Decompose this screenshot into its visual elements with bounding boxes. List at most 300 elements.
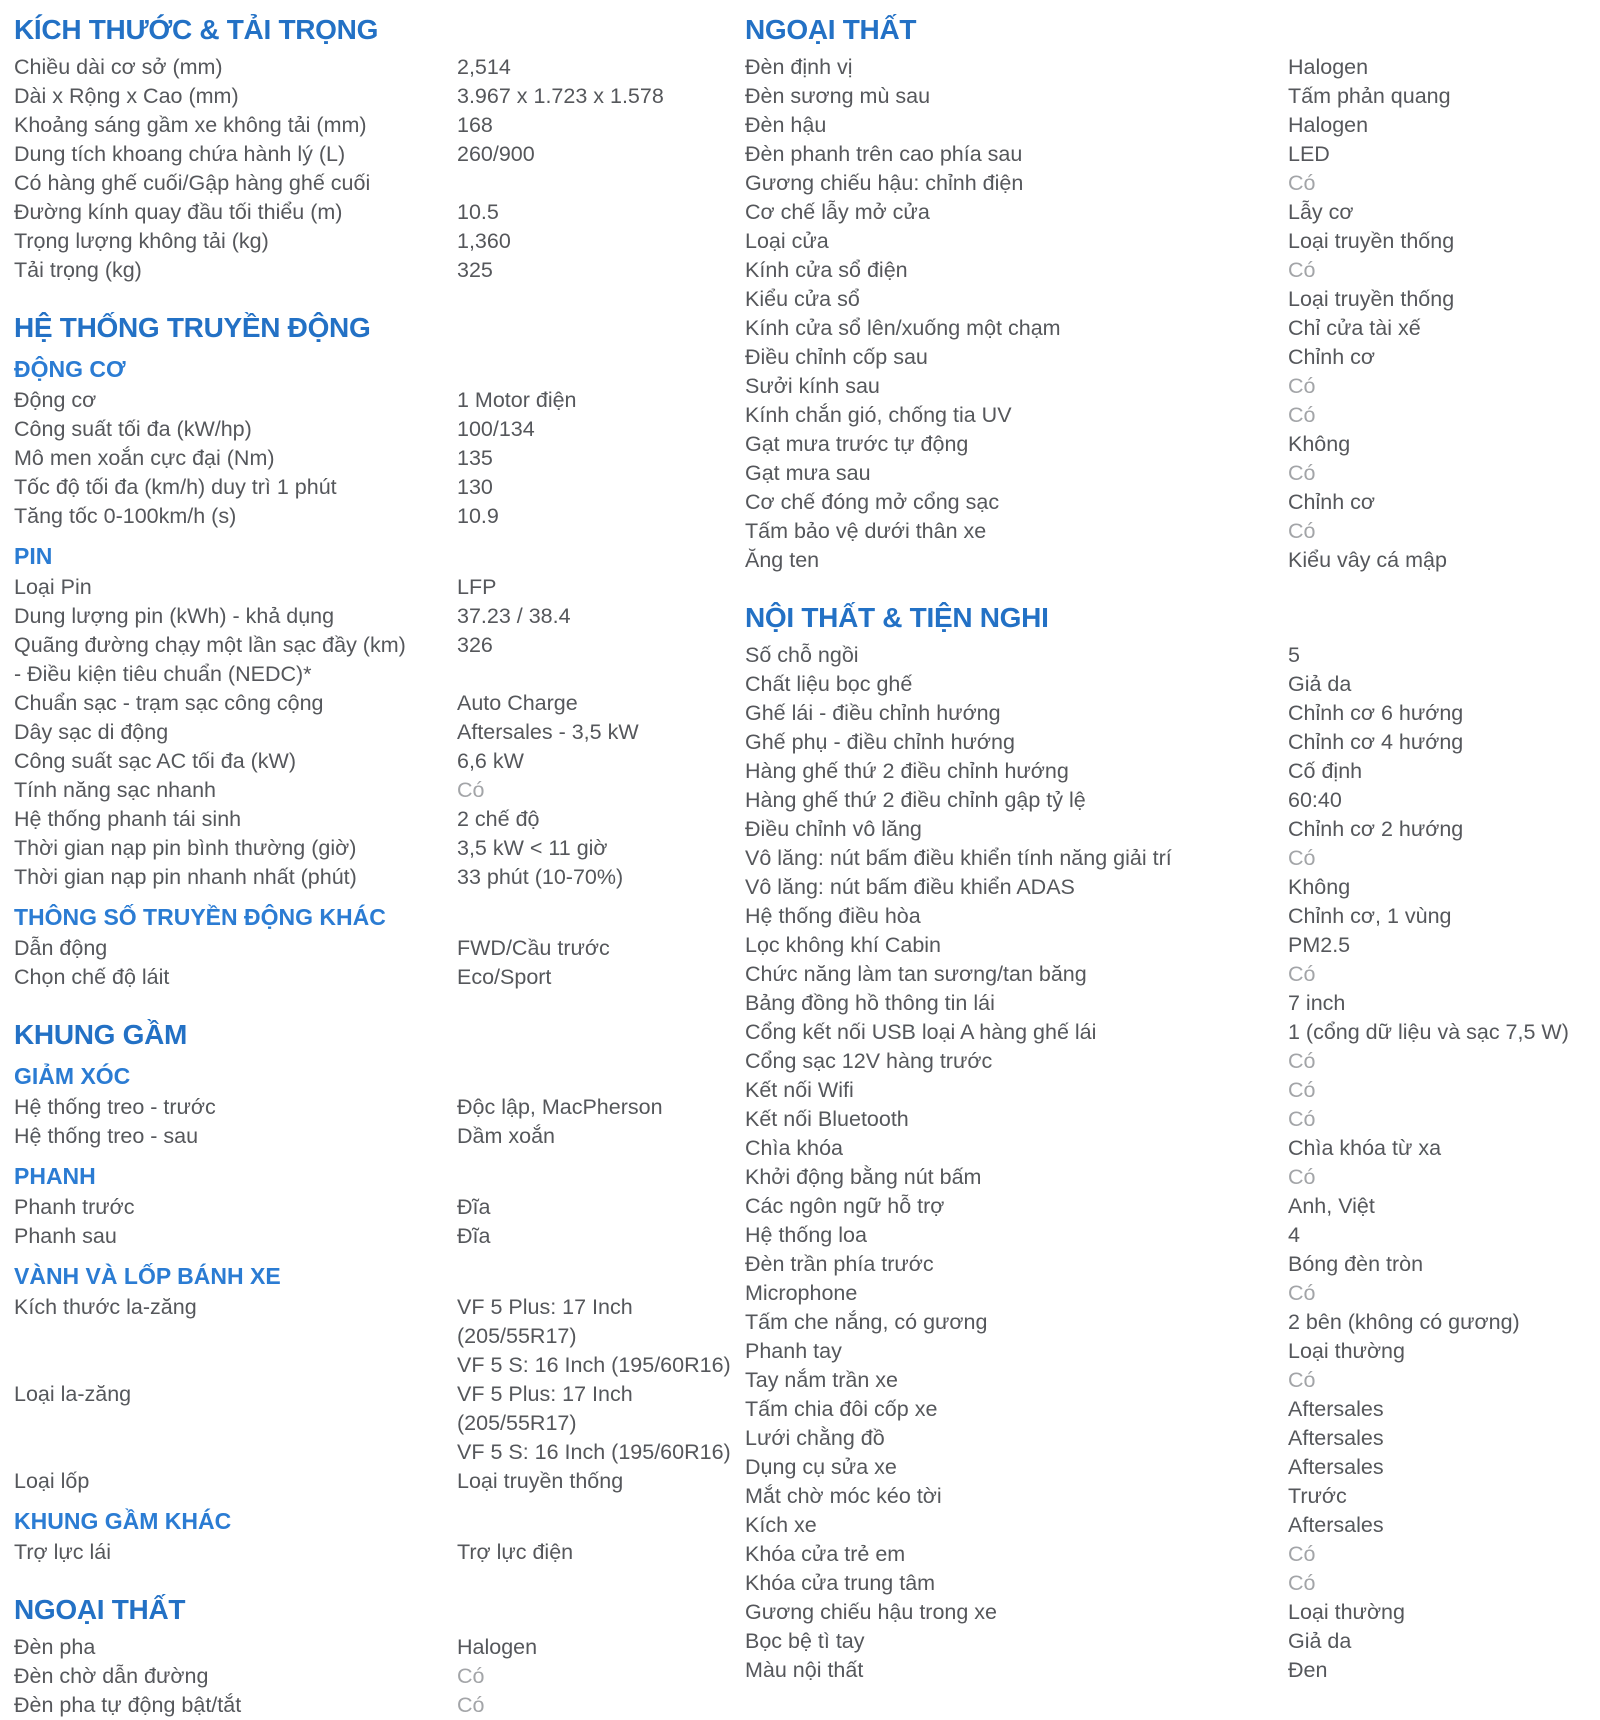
spec-label-line: Bọc bệ tì tay bbox=[745, 1629, 865, 1653]
spec-row bbox=[745, 1511, 1586, 1540]
spec-row bbox=[745, 430, 1586, 459]
spec-value-line: Có bbox=[1288, 1571, 1316, 1595]
spec-label bbox=[745, 285, 1288, 314]
spec-label-line: Cơ chế đóng mở cổng sạc bbox=[745, 490, 1000, 514]
spec-row bbox=[745, 256, 1586, 285]
spec-value-line: Giả da bbox=[1288, 1629, 1352, 1653]
spec-value bbox=[1288, 1569, 1586, 1598]
spec-label bbox=[14, 1538, 457, 1567]
spec-value-line: Chỉ cửa tài xế bbox=[1288, 316, 1421, 340]
spec-label-line: Thời gian nạp pin nhanh nhất (phút) bbox=[14, 865, 357, 889]
spec-label-line: Thời gian nạp pin bình thường (giờ) bbox=[14, 836, 357, 860]
spec-value bbox=[1288, 1395, 1586, 1424]
spec-label-line: Khoảng sáng gầm xe không tải (mm) bbox=[14, 113, 367, 137]
spec-value-line: 37.23 / 38.4 bbox=[457, 604, 571, 628]
spec-section bbox=[745, 14, 1586, 575]
spec-value-line: FWD/Cầu trước bbox=[457, 936, 610, 960]
spec-value-line: 60:40 bbox=[1288, 788, 1342, 812]
spec-label-line: Tấm che nắng, có gương bbox=[745, 1310, 988, 1334]
spec-row bbox=[745, 285, 1586, 314]
spec-row bbox=[745, 1656, 1586, 1685]
spec-label-line: Các ngôn ngữ hỗ trợ bbox=[745, 1194, 945, 1218]
spec-row bbox=[745, 786, 1586, 815]
subsection-title: PHANH bbox=[14, 1163, 96, 1189]
spec-row bbox=[745, 343, 1586, 372]
spec-value bbox=[1288, 786, 1586, 815]
spec-value bbox=[457, 1662, 745, 1691]
spec-value bbox=[1288, 1105, 1586, 1134]
spec-value bbox=[457, 689, 745, 718]
spec-label bbox=[14, 227, 457, 256]
spec-label-line: Vô lăng: nút bấm điều khiển tính năng giải trí bbox=[745, 846, 1172, 870]
spec-value bbox=[1288, 1047, 1586, 1076]
spec-label bbox=[745, 1337, 1288, 1366]
spec-label-line: Màu nội thất bbox=[745, 1658, 864, 1682]
spec-value bbox=[457, 805, 745, 834]
spec-row bbox=[745, 1105, 1586, 1134]
spec-value-line: 4 bbox=[1288, 1223, 1300, 1247]
spec-value-line: 2 chế độ bbox=[457, 807, 540, 831]
spec-row bbox=[745, 1395, 1586, 1424]
subsection-title: THÔNG SỐ TRUYỀN ĐỘNG KHÁC bbox=[14, 904, 386, 930]
spec-value bbox=[457, 747, 745, 776]
spec-row bbox=[745, 53, 1586, 82]
spec-row bbox=[745, 1192, 1586, 1221]
spec-value bbox=[1288, 82, 1586, 111]
spec-value bbox=[1288, 1018, 1586, 1047]
spec-value bbox=[457, 444, 745, 473]
spec-label-line: Khởi động bằng nút bấm bbox=[745, 1165, 982, 1189]
spec-label bbox=[745, 873, 1288, 902]
spec-label bbox=[14, 82, 457, 111]
spec-value-line: Chỉnh cơ bbox=[1288, 490, 1375, 514]
spec-row bbox=[745, 1308, 1586, 1337]
spec-row bbox=[745, 931, 1586, 960]
spec-label-line: Tay nắm trần xe bbox=[745, 1368, 898, 1392]
spec-label-line: Dẫn động bbox=[14, 936, 108, 960]
section-title: KHUNG GẦM bbox=[14, 1019, 188, 1050]
spec-label-line: Kính cửa sổ lên/xuống một chạm bbox=[745, 316, 1061, 340]
spec-label-line: Điều chỉnh cốp sau bbox=[745, 345, 928, 369]
spec-label bbox=[14, 386, 457, 415]
spec-value bbox=[1288, 169, 1586, 198]
spec-label-line: Cơ chế lẫy mở cửa bbox=[745, 200, 930, 224]
spec-label-line: Mô men xoắn cực đại (Nm) bbox=[14, 446, 275, 470]
spec-value bbox=[1288, 1337, 1586, 1366]
spec-value-line: Trợ lực điện bbox=[457, 1540, 574, 1564]
spec-row bbox=[14, 1222, 745, 1251]
spec-row bbox=[745, 699, 1586, 728]
spec-label bbox=[745, 82, 1288, 111]
section-title: NGOẠI THẤT bbox=[745, 14, 917, 45]
spec-label-line: Đèn hậu bbox=[745, 113, 827, 137]
spec-value-line: 135 bbox=[457, 446, 493, 470]
spec-value-line: Giả da bbox=[1288, 672, 1352, 696]
spec-label-line: Đèn trần phía trước bbox=[745, 1252, 934, 1276]
spec-value bbox=[1288, 1366, 1586, 1395]
spec-value bbox=[457, 198, 745, 227]
spec-row bbox=[14, 1467, 745, 1496]
spec-value-line: Chỉnh cơ 6 hướng bbox=[1288, 701, 1464, 725]
spec-label bbox=[745, 1134, 1288, 1163]
spec-value-line: Aftersales bbox=[1288, 1426, 1384, 1450]
spec-label bbox=[745, 1598, 1288, 1627]
spec-value-line: Có bbox=[1288, 258, 1316, 282]
spec-label-line: Hàng ghế thứ 2 điều chỉnh hướng bbox=[745, 759, 1069, 783]
spec-row bbox=[745, 546, 1586, 575]
spec-value bbox=[457, 1222, 745, 1251]
spec-value bbox=[457, 140, 745, 198]
spec-value-line: Có bbox=[1288, 1281, 1316, 1305]
spec-value-line: Đĩa bbox=[457, 1224, 491, 1248]
spec-row bbox=[14, 1122, 745, 1151]
spec-value bbox=[1288, 1279, 1586, 1308]
spec-value bbox=[1288, 728, 1586, 757]
subsection-title: GIẢM XÓC bbox=[14, 1063, 131, 1089]
spec-value-line: Cố định bbox=[1288, 759, 1363, 783]
spec-row bbox=[745, 1076, 1586, 1105]
spec-value-line: Có bbox=[1288, 846, 1316, 870]
spec-value-line: Có bbox=[1288, 1165, 1316, 1189]
spec-label bbox=[14, 718, 457, 747]
spec-label-line: Gạt mưa sau bbox=[745, 461, 871, 485]
spec-row bbox=[745, 873, 1586, 902]
spec-section bbox=[14, 312, 745, 992]
spec-row bbox=[745, 372, 1586, 401]
spec-value bbox=[1288, 989, 1586, 1018]
spec-label bbox=[14, 805, 457, 834]
spec-value-line: Loại truyền thống bbox=[457, 1469, 624, 1493]
spec-label-line: Phanh trước bbox=[14, 1195, 135, 1219]
spec-label bbox=[745, 1395, 1288, 1424]
spec-value bbox=[1288, 111, 1586, 140]
spec-label-line: Có hàng ghế cuối/Gập hàng ghế cuối bbox=[14, 171, 371, 195]
spec-value-line: Có bbox=[1288, 1368, 1316, 1392]
spec-value bbox=[1288, 314, 1586, 343]
spec-value bbox=[1288, 1250, 1586, 1279]
spec-section bbox=[14, 1019, 745, 1567]
spec-label bbox=[745, 1192, 1288, 1221]
spec-label-line: Đường kính quay đầu tối thiểu (m) bbox=[14, 200, 343, 224]
spec-row bbox=[745, 82, 1586, 111]
spec-label-line: Chất liệu bọc ghế bbox=[745, 672, 913, 696]
spec-value-line: Dầm xoắn bbox=[457, 1124, 555, 1148]
spec-label-line: Mắt chờ móc kéo tời bbox=[745, 1484, 942, 1508]
spec-label bbox=[14, 473, 457, 502]
spec-value-line: 1 (cổng dữ liệu và sạc 7,5 W) bbox=[1288, 1020, 1569, 1044]
spec-label-line: Khóa cửa trung tâm bbox=[745, 1571, 936, 1595]
spec-label-line: Tấm bảo vệ dưới thân xe bbox=[745, 519, 987, 543]
spec-label-line: Dụng cụ sửa xe bbox=[745, 1455, 897, 1479]
spec-section bbox=[14, 14, 745, 285]
spec-value bbox=[1288, 488, 1586, 517]
spec-row bbox=[14, 53, 745, 82]
spec-value-line: Có bbox=[457, 1664, 485, 1688]
spec-value bbox=[1288, 1076, 1586, 1105]
spec-value bbox=[457, 834, 745, 863]
spec-label-line: Lọc không khí Cabin bbox=[745, 933, 942, 957]
spec-label bbox=[14, 1293, 457, 1380]
spec-value bbox=[1288, 140, 1586, 169]
spec-label-line: Dài x Rộng x Cao (mm) bbox=[14, 84, 239, 108]
spec-row bbox=[745, 111, 1586, 140]
spec-value-line: Có bbox=[1288, 403, 1316, 427]
spec-label-line: Công suất tối đa (kW/hp) bbox=[14, 417, 252, 441]
spec-label bbox=[745, 546, 1288, 575]
spec-value-line: Loại truyền thống bbox=[1288, 287, 1455, 311]
spec-row bbox=[745, 1047, 1586, 1076]
spec-label-line: Chìa khóa bbox=[745, 1136, 844, 1160]
spec-value bbox=[1288, 517, 1586, 546]
spec-row bbox=[14, 1662, 745, 1691]
spec-label bbox=[745, 459, 1288, 488]
spec-value bbox=[1288, 960, 1586, 989]
spec-value-line: Halogen bbox=[1288, 113, 1369, 137]
spec-value-line: 10.5 bbox=[457, 200, 499, 224]
spec-label bbox=[745, 1308, 1288, 1337]
spec-label-line: Hệ thống điều hòa bbox=[745, 904, 921, 928]
spec-value bbox=[457, 502, 745, 531]
spec-row bbox=[14, 256, 745, 285]
spec-value bbox=[457, 473, 745, 502]
spec-row bbox=[745, 1540, 1586, 1569]
spec-label-line: Kiểu cửa sổ bbox=[745, 287, 860, 311]
spec-value-line: Chỉnh cơ, 1 vùng bbox=[1288, 904, 1452, 928]
spec-label-line: Động cơ bbox=[14, 388, 97, 412]
spec-label-line: Kích xe bbox=[745, 1513, 817, 1537]
spec-label bbox=[14, 444, 457, 473]
spec-row bbox=[745, 1250, 1586, 1279]
spec-row bbox=[745, 140, 1586, 169]
spec-row bbox=[14, 1380, 745, 1467]
spec-label bbox=[745, 372, 1288, 401]
spec-value-line: Có bbox=[1288, 519, 1316, 543]
spec-value bbox=[1288, 285, 1586, 314]
spec-value-line: 3,5 kW < 11 giờ bbox=[457, 836, 608, 860]
spec-label-line: Số chỗ ngồi bbox=[745, 643, 859, 667]
spec-value-line: Aftersales bbox=[1288, 1397, 1384, 1421]
spec-label-line: Lưới chằng đồ bbox=[745, 1426, 885, 1450]
spec-label-line: Sưởi kính sau bbox=[745, 374, 880, 398]
spec-value-line: 325 bbox=[457, 258, 493, 282]
spec-value-line: Trước bbox=[1288, 1484, 1347, 1508]
spec-value-line: Halogen bbox=[457, 1635, 538, 1659]
spec-label bbox=[14, 1093, 457, 1122]
spec-value bbox=[1288, 430, 1586, 459]
spec-label-line: Loại la-zăng bbox=[14, 1382, 132, 1406]
spec-value-line: Có bbox=[1288, 962, 1316, 986]
spec-label-line: Phanh tay bbox=[745, 1339, 842, 1363]
spec-label-line: Kết nối Bluetooth bbox=[745, 1107, 909, 1131]
spec-value bbox=[457, 631, 745, 689]
section-title: HỆ THỐNG TRUYỀN ĐỘNG bbox=[14, 312, 371, 343]
spec-label-line: Microphone bbox=[745, 1281, 858, 1305]
spec-label bbox=[745, 517, 1288, 546]
spec-value bbox=[457, 82, 745, 111]
spec-label bbox=[14, 631, 457, 689]
spec-label-line: Hệ thống phanh tái sinh bbox=[14, 807, 242, 831]
spec-value bbox=[1288, 670, 1586, 699]
spec-row bbox=[745, 1163, 1586, 1192]
spec-row bbox=[14, 1193, 745, 1222]
spec-value-line: 100/134 bbox=[457, 417, 535, 441]
spec-value bbox=[457, 256, 745, 285]
spec-label-line: Ghế phụ - điều chỉnh hướng bbox=[745, 730, 1015, 754]
spec-value-line: LFP bbox=[457, 575, 497, 599]
spec-value-line: Aftersales - 3,5 kW bbox=[457, 720, 639, 744]
spec-value bbox=[457, 1691, 745, 1720]
spec-label bbox=[745, 53, 1288, 82]
spec-label bbox=[745, 256, 1288, 285]
spec-value-line: VF 5 S: 16 Inch (195/60R16) bbox=[457, 1440, 731, 1464]
spec-value bbox=[457, 863, 745, 892]
spec-row bbox=[745, 960, 1586, 989]
spec-value-line: Độc lập, MacPherson bbox=[457, 1095, 663, 1119]
spec-label bbox=[745, 1569, 1288, 1598]
spec-row bbox=[14, 631, 745, 689]
spec-label bbox=[745, 1076, 1288, 1105]
subsection-title: PIN bbox=[14, 543, 53, 569]
spec-label bbox=[745, 989, 1288, 1018]
spec-value-line: Có bbox=[457, 778, 485, 802]
spec-row bbox=[745, 902, 1586, 931]
spec-label bbox=[14, 747, 457, 776]
spec-value-line: Eco/Sport bbox=[457, 965, 552, 989]
spec-label bbox=[14, 689, 457, 718]
spec-label-line: Hệ thống loa bbox=[745, 1223, 867, 1247]
spec-label bbox=[745, 699, 1288, 728]
spec-row bbox=[745, 670, 1586, 699]
spec-label bbox=[745, 815, 1288, 844]
spec-value-line: LED bbox=[1288, 142, 1330, 166]
spec-value-line: Tấm phản quang bbox=[1288, 84, 1451, 108]
spec-label-line: Đèn định vị bbox=[745, 55, 853, 79]
spec-label bbox=[745, 1221, 1288, 1250]
spec-value-line: Đen bbox=[1288, 1658, 1328, 1682]
spec-label-line: Công suất sạc AC tối đa (kW) bbox=[14, 749, 296, 773]
spec-row bbox=[745, 1569, 1586, 1598]
spec-row bbox=[14, 1633, 745, 1662]
spec-value bbox=[457, 1467, 745, 1496]
spec-row bbox=[14, 386, 745, 415]
spec-value bbox=[1288, 343, 1586, 372]
spec-value-line: 1,360 bbox=[457, 229, 511, 253]
spec-value-line: Loại truyền thống bbox=[1288, 229, 1455, 253]
spec-row bbox=[14, 963, 745, 992]
spec-row bbox=[745, 517, 1586, 546]
spec-row bbox=[14, 1293, 745, 1380]
spec-row bbox=[14, 573, 745, 602]
spec-value bbox=[1288, 227, 1586, 256]
spec-value-line: 2,514 bbox=[457, 55, 511, 79]
spec-label bbox=[14, 256, 457, 285]
spec-value bbox=[457, 776, 745, 805]
spec-row bbox=[14, 473, 745, 502]
spec-value-line: PM2.5 bbox=[1288, 933, 1351, 957]
spec-label-line: Tăng tốc 0-100km/h (s) bbox=[14, 504, 237, 528]
spec-value bbox=[1288, 1627, 1586, 1656]
spec-label bbox=[745, 1627, 1288, 1656]
spec-value bbox=[457, 386, 745, 415]
spec-label bbox=[745, 1279, 1288, 1308]
spec-label bbox=[14, 198, 457, 227]
spec-row bbox=[745, 641, 1586, 670]
spec-label bbox=[745, 902, 1288, 931]
spec-value bbox=[1288, 53, 1586, 82]
spec-label bbox=[745, 1047, 1288, 1076]
spec-label bbox=[745, 140, 1288, 169]
spec-label bbox=[14, 863, 457, 892]
spec-row bbox=[14, 747, 745, 776]
spec-label bbox=[745, 343, 1288, 372]
spec-label bbox=[745, 488, 1288, 517]
spec-row bbox=[745, 844, 1586, 873]
spec-label bbox=[745, 931, 1288, 960]
spec-value bbox=[1288, 699, 1586, 728]
spec-label-line: Hàng ghế thứ 2 điều chỉnh gập tỷ lệ bbox=[745, 788, 1086, 812]
spec-value bbox=[457, 1380, 745, 1467]
spec-value bbox=[1288, 1598, 1586, 1627]
spec-value-line: 1 Motor điện bbox=[457, 388, 577, 412]
spec-row bbox=[745, 1482, 1586, 1511]
spec-value-line: 260/900 bbox=[457, 142, 535, 166]
spec-value-line: Không bbox=[1288, 875, 1351, 899]
spec-label-line: Phanh sau bbox=[14, 1224, 117, 1248]
spec-label bbox=[14, 1662, 457, 1691]
spec-label bbox=[745, 1018, 1288, 1047]
spec-row bbox=[745, 459, 1586, 488]
spec-value bbox=[457, 602, 745, 631]
spec-value-line: Aftersales bbox=[1288, 1513, 1384, 1537]
spec-row bbox=[14, 198, 745, 227]
spec-value bbox=[457, 53, 745, 82]
spec-label-line: Quãng đường chạy một lần sạc đầy (km) bbox=[14, 633, 406, 657]
spec-label-line: Đèn chờ dẫn đường bbox=[14, 1664, 209, 1688]
spec-value-line: Loại thường bbox=[1288, 1600, 1405, 1624]
spec-value bbox=[457, 934, 745, 963]
spec-label bbox=[745, 1105, 1288, 1134]
spec-label bbox=[745, 314, 1288, 343]
spec-value-line: Có bbox=[1288, 1542, 1316, 1566]
spec-label bbox=[745, 1656, 1288, 1685]
spec-value bbox=[1288, 1656, 1586, 1685]
spec-value-line: 5 bbox=[1288, 643, 1300, 667]
spec-row bbox=[14, 1538, 745, 1567]
spec-value-line: Lẫy cơ bbox=[1288, 200, 1354, 224]
spec-value bbox=[457, 1193, 745, 1222]
spec-row bbox=[14, 1691, 745, 1720]
spec-value-line: 168 bbox=[457, 113, 493, 137]
spec-label-line: Tấm chia đôi cốp xe bbox=[745, 1397, 938, 1421]
spec-label-line: Loại lốp bbox=[14, 1469, 90, 1493]
spec-label-line: Trợ lực lái bbox=[14, 1540, 111, 1564]
spec-label bbox=[14, 934, 457, 963]
spec-value-line: 10.9 bbox=[457, 504, 499, 528]
spec-label bbox=[745, 1482, 1288, 1511]
spec-label-line: Đèn pha tự động bật/tắt bbox=[14, 1693, 242, 1717]
spec-label-line: Loại Pin bbox=[14, 575, 92, 599]
spec-row bbox=[14, 689, 745, 718]
spec-label-line: Tốc độ tối đa (km/h) duy trì 1 phút bbox=[14, 475, 337, 499]
spec-value-line: Chỉnh cơ 4 hướng bbox=[1288, 730, 1464, 754]
spec-value bbox=[1288, 372, 1586, 401]
spec-row bbox=[745, 1221, 1586, 1250]
spec-value bbox=[457, 1633, 745, 1662]
spec-label-line: Chức năng làm tan sương/tan băng bbox=[745, 962, 1087, 986]
spec-value-line: 6,6 kW bbox=[457, 749, 524, 773]
spec-value-line: Không bbox=[1288, 432, 1351, 456]
spec-label bbox=[14, 53, 457, 82]
